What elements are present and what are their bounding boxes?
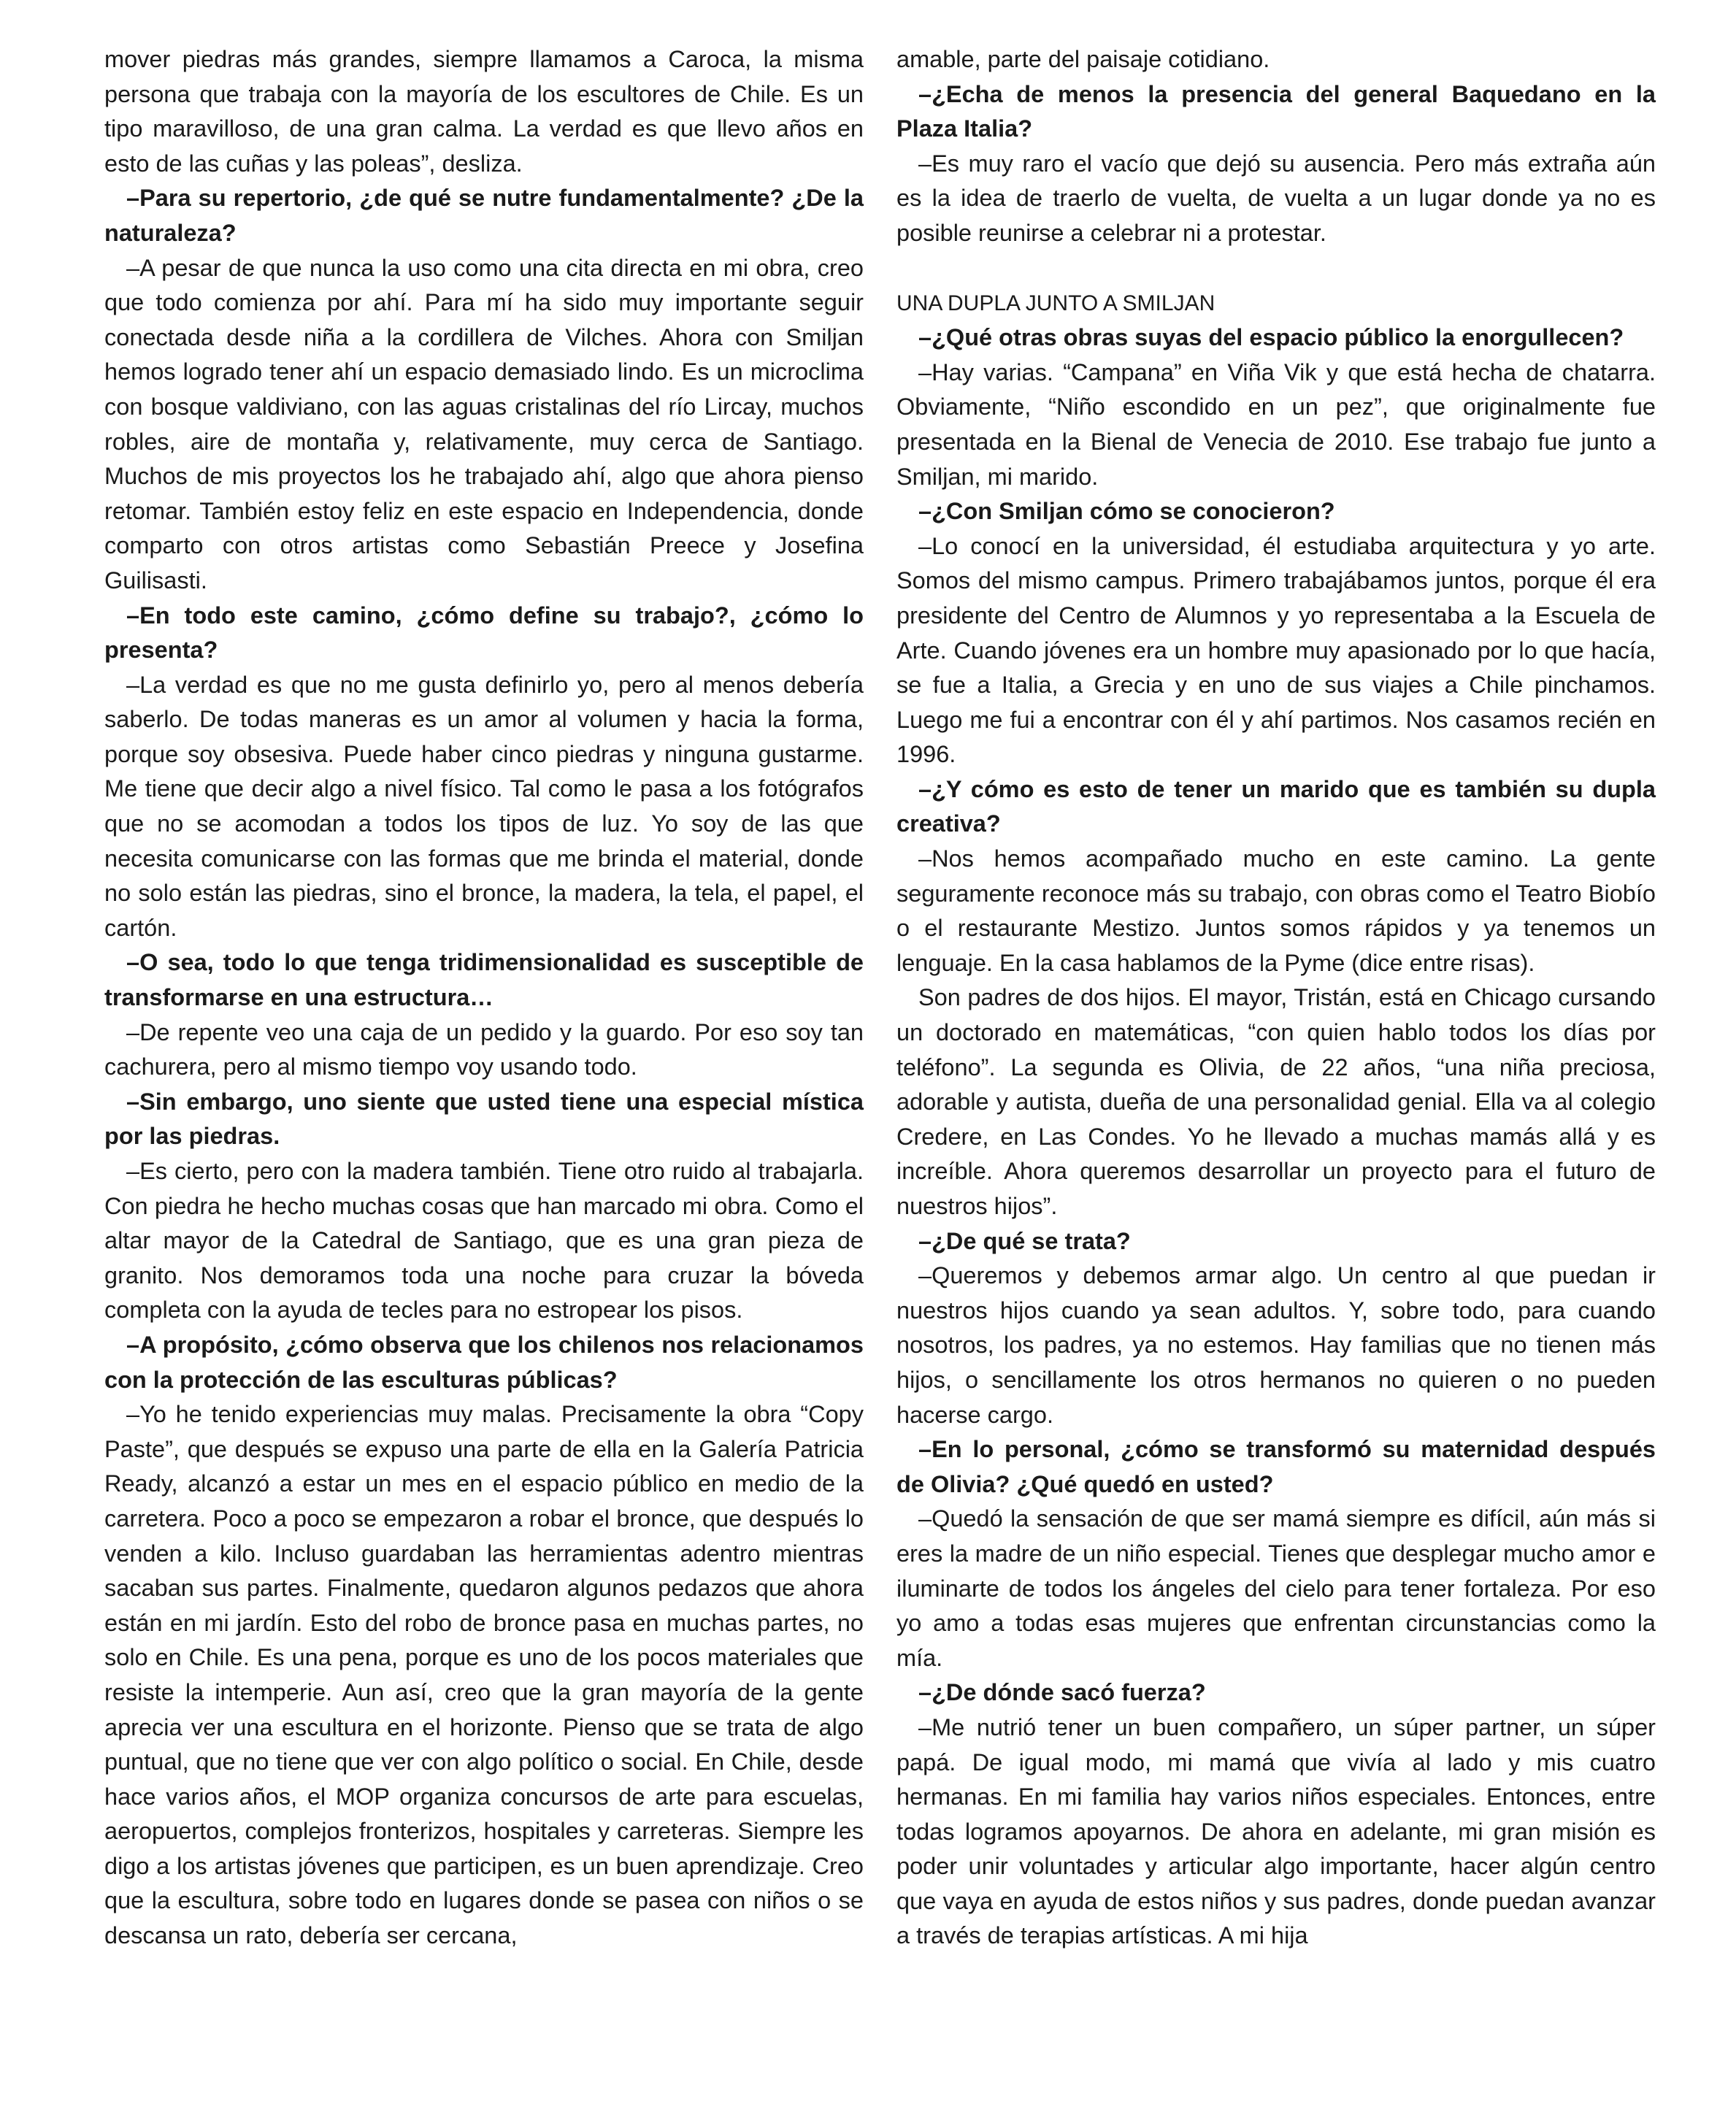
answer-continuation: amable, parte del paisaje cotidiano.	[896, 46, 1270, 72]
interview-answer: –Hay varias. “Campana” en Viña Vik y que está hecha de chatarra. Obviamente, “Niño escondido en un pez”, que originalmente fue presentada en la Bienal de Venecia de 2010. Ese trabajo fue junto a Smiljan, mi marido.	[896, 358, 1656, 490]
interview-question: –¿De qué se trata?	[918, 1227, 1131, 1254]
interview-answer: –La verdad es que no me gusta definirlo yo, pero al menos debería saberlo. De todas maneras es un amor al volumen y hacia la forma, porque soy obsesiva. Puede haber cinco piedras y ninguna gustarme. Me tiene que decir algo a nivel físico. Tal como le pasa a los fotógrafos que no se acomodan a todos los tipos de luz. Yo soy de las que necesita comunicarse con las formas que me brinda el material, donde no solo están las piedras, sino el bronce, la madera, la tela, el papel, el cartón.	[104, 671, 864, 941]
interview-answer: –Queremos y debemos armar algo. Un centro al que puedan ir nuestros hijos cuando ya sean adultos. Y, sobre todo, para cuando nosotros, los padres, ya no estemos. Hay familias que no tienen más hijos, o sencillamente los otros hermanos no quieren o no pueden hacerse cargo.	[896, 1262, 1656, 1428]
narrative-paragraph: Son padres de dos hijos. El mayor, Tristán, está en Chicago cursando un doctorado en matemáticas, “con quien hablo todos los días por teléfono”. La segunda es Olivia, de 22 años, “una niña preciosa, adorable y autista, dueña de una personalidad genial. Ella va al colegio Credere, en Las Condes. Yo he llevado a muchas mamás allá y es increíble. Ahora queremos desarrollar un proyecto para el futuro de nuestros hijos”.	[896, 984, 1656, 1219]
interview-question: –Sin embargo, uno siente que usted tiene una especial mística por las piedras.	[104, 1088, 864, 1150]
interview-question: –O sea, todo lo que tenga tridimensionalidad es susceptible de transformarse en una estructura…	[104, 949, 864, 1011]
interview-question: –En lo personal, ¿cómo se transformó su maternidad después de Olivia? ¿Qué quedó en usted?	[896, 1436, 1656, 1497]
interview-answer: –A pesar de que nunca la uso como una cita directa en mi obra, creo que todo comienza por ahí. Para mí ha sido muy importante seguir conectada desde niña a la cordillera de Vilches. Ahora con Smiljan hemos logrado tener ahí un espacio demasiado lindo. Es un microclima con bosque valdiviano, con las aguas cristalinas del río Lircay, muchos robles, aire de montaña y, relativamente, muy cerca de Santiago. Muchos de mis proyectos los he trabajado ahí, algo que ahora pienso retomar. También estoy feliz en este espacio en Independencia, donde comparto con otros artistas como Sebastián Preece y Josefina Guilisasti.	[104, 254, 864, 594]
interview-answer: –Nos hemos acompañado mucho en este camino. La gente seguramente reconoce más su trabajo, con obras como el Teatro Biobío o el restaurante Mestizo. Juntos somos rápidos y ya tenemos un lenguaje. En la casa hablamos de la Pyme (dice entre risas).	[896, 845, 1656, 976]
interview-question: –Para su repertorio, ¿de qué se nutre fundamentalmente? ¿De la naturaleza?	[104, 185, 864, 246]
interview-question: –En todo este camino, ¿cómo define su trabajo?, ¿cómo lo presenta?	[104, 602, 864, 664]
interview-question: –A propósito, ¿cómo observa que los chilenos nos relacionamos con la protección de las esculturas públicas?	[104, 1331, 864, 1393]
interview-question: –¿Y cómo es esto de tener un marido que es también su dupla creativa?	[896, 775, 1656, 837]
interview-answer: –Es cierto, pero con la madera también. Tiene otro ruido al trabajarla. Con piedra he hecho muchas cosas que han marcado mi obra. Como el altar mayor de la Catedral de Santiago, que es una gran pieza de granito. Nos demoramos toda una noche para cruzar la bóveda completa con la ayuda de tecles para no estropear los pisos.	[104, 1158, 864, 1324]
interview-question: –¿Con Smiljan cómo se conocieron?	[918, 498, 1335, 525]
right-column	[896, 42, 1656, 1954]
interview-answer: –Me nutrió tener un buen compañero, un súper partner, un súper papá. De igual modo, mi mamá que vivía al lado y mis cuatro hermanas. En mi familia hay varios niños especiales. Entonces, entre todas logramos apoyarnos. De ahora en adelante, mi gran misión es poder unir voluntades y articular algo importante, hacer algún centro que vaya en ayuda de estos niños y sus padres, donde puedan avanzar a través de terapias artísticas. A mi hija	[896, 1713, 1656, 1949]
interview-question: –¿Echa de menos la presencia del general Baquedano en la Plaza Italia?	[896, 80, 1656, 142]
answer-continuation: mover piedras más grandes, siempre llamamos a Caroca, la misma persona que trabaja con la mayoría de los escultores de Chile. Es un tipo maravilloso, de una gran calma. La verdad es que llevo años en esto de las cuñas y las poleas”, desliza.	[104, 46, 864, 177]
interview-answer: –Lo conocí en la universidad, él estudiaba arquitectura y yo arte. Somos del mismo campus. Primero trabajábamos juntos, porque él era presidente del Centro de Alumnos y yo representaba a la Escuela de Arte. Cuando jóvenes era un hombre muy apasionado por lo que hacía, se fue a Italia, a Grecia y en uno de sus viajes a Chile pinchamos. Luego me fui a encontrar con él y ahí partimos. Nos casamos recién en 1996.	[896, 532, 1656, 768]
interview-question: –¿De dónde sacó fuerza?	[918, 1679, 1206, 1706]
section-heading: UNA DUPLA JUNTO A SMILJAN	[896, 291, 1215, 315]
interview-answer: –Quedó la sensación de que ser mamá siempre es difícil, aún más si eres la madre de un niño especial. Tienes que desplegar mucho amor e iluminarte de todos los ángeles del cielo para tener fortaleza. Por eso yo amo a todas esas mujeres que enfrentan circunstancias como la mía.	[896, 1505, 1656, 1671]
interview-question: –¿Qué otras obras suyas del espacio público la enorgullecen?	[918, 324, 1624, 351]
interview-answer: –De repente veo una caja de un pedido y la guardo. Por eso soy tan cachurera, pero al mismo tiempo voy usando todo.	[104, 1018, 864, 1080]
left-column	[104, 42, 864, 1954]
interview-answer: –Es muy raro el vacío que dejó su ausencia. Pero más extraña aún es la idea de traerlo de vuelta, de vuelta a un lugar donde ya no es posible reunirse a celebrar ni a protestar.	[896, 150, 1656, 246]
interview-answer: –Yo he tenido experiencias muy malas. Precisamente la obra “Copy Paste”, que después se expuso una parte de ella en la Galería Patricia Ready, alcanzó a estar un mes en el espacio público en medio de la carretera. Poco a poco se empezaron a robar el bronce, que después lo venden a kilo. Incluso guardaban las herramientas adentro mientras sacaban sus partes. Finalmente, quedaron algunos pedazos que ahora están en mi jardín. Esto del robo de bronce pasa en muchas partes, no solo en Chile. Es una pena, porque es uno de los pocos materiales que resiste la intemperie. Aun así, creo que la gran mayoría de la gente aprecia ver una escultura en el horizonte. Pienso que se trata de algo puntual, que no tiene que ver con algo político o social. En Chile, desde hace varios años, el MOP organiza concursos de arte para escuelas, aeropuertos, complejos fronterizos, hospitales y carreteras. Siempre les digo a los artistas jóvenes que participen, es un buen aprendizaje. Creo que la escultura, sobre todo en lugares donde se pasea con niños o se descansa un rato, debería ser cercana,	[104, 1401, 864, 1949]
